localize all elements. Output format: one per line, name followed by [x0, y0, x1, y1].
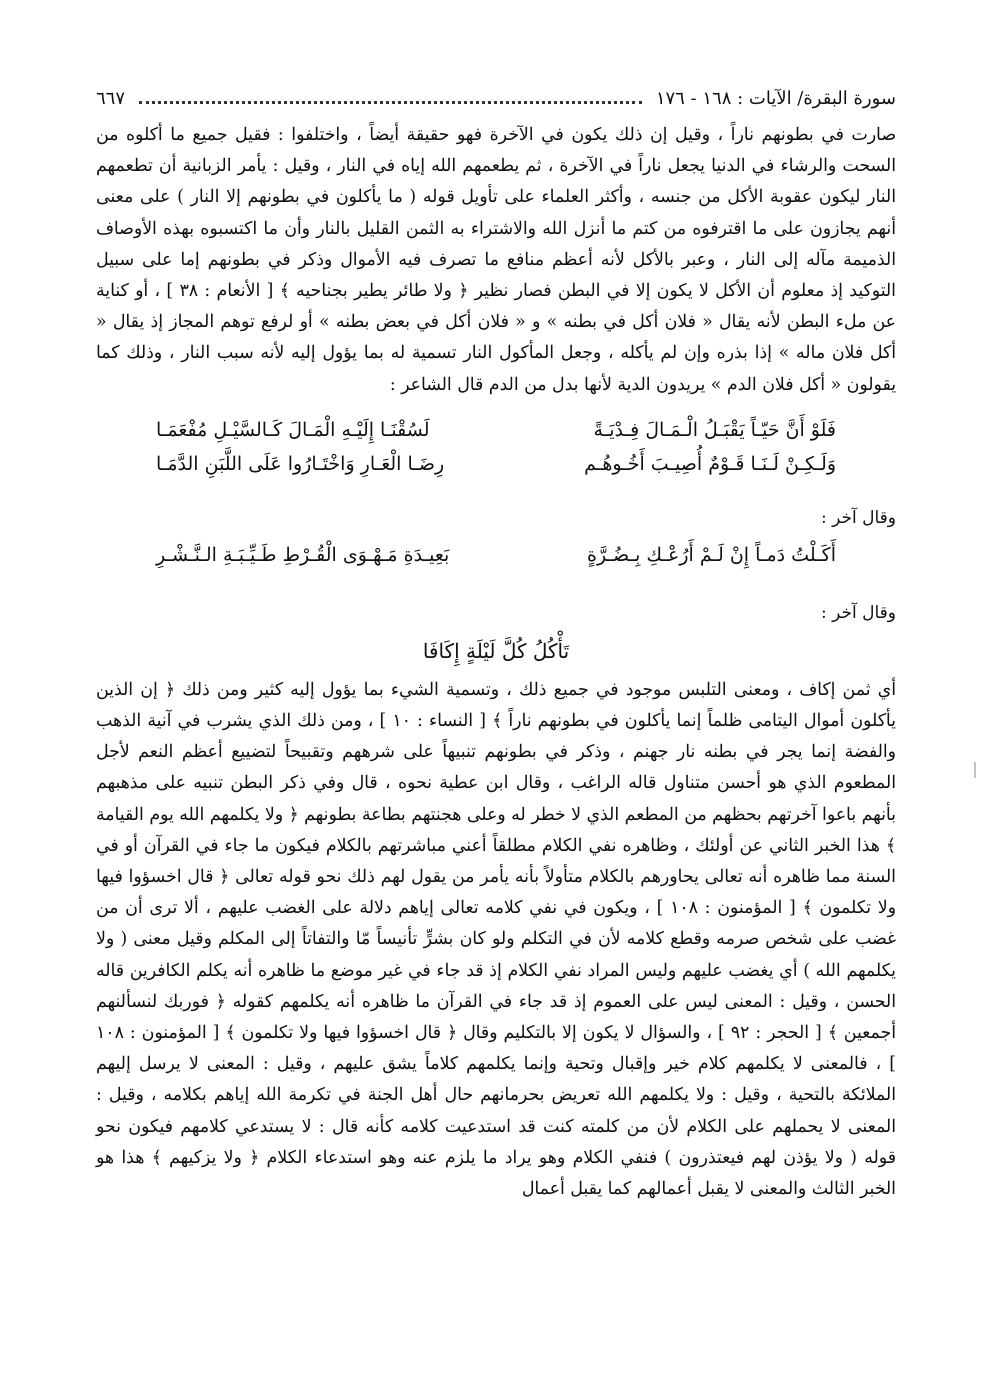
poem-3-line: تَأْكُلُ كُلَّ لَيْلَةٍ إِكَافَا	[422, 638, 570, 663]
label-another-poet-2: وقال آخر :	[820, 602, 896, 623]
poem-2	[96, 538, 896, 572]
hemistich-second: رِضَـا الْعَـارِ وَاخْتَـارُوا عَلَى اللَّبَنِ الدَّمَـا	[156, 452, 445, 475]
page-header	[96, 80, 896, 116]
poem-1	[96, 413, 896, 481]
paragraph-1: صارت في بطونهم ناراً ، وقيل إن ذلك يكون في الآخرة فهو حقيقة أيضاً ، واختلفوا : فقيل جميع ما أكلوه من السحت والرشاء في الدنيا يجعل ناراً في الآخرة ، ثم يطعمهم الله إياه في النار ، وقيل : يأمر الزبانية أن تطعمهم النار ليكون عقوبة الأكل من جنسه ، وأكثر العلماء على تأويل قوله ( ما يأكلون في بطونهم إلا النار ) على معنى أنهم يجازون على ما اقترفوه من كتم ما أنزل الله والاشتراء به الثمن القليل بالنار وأن ما اكتسبوه بهذه الأوصاف الذميمة مآله إلى النار ، وعبر بالأكل لأنه أعظم منافع ما تصرف فيه الأموال وذكر في بطونهم إما على سبيل التوكيد إذ معلوم أن الأكل لا يكون إلا في البطن فصار نظير ﴿ ولا طائر يطير بجناحيه ﴾ [ الأنعام : ٣٨ ] ، أو كناية عن ملء البطن لأنه يقال « فلان أكل في بطنه » و « فلان أكل في بعض بطنه » أو لرفع توهم المجاز إذ يقال « أكل فلان ماله » إذا بذره وإن لم يأكله ، وجعل المأكول النار تسمية له بما يؤول إليه لأنه سبب النار ، وذلك كما يقولون « أكل فلان الدم » يريدون الدية لأنها بدل من الدم قال الشاعر :	[96, 125, 896, 395]
paragraph-2: أي ثمن إكاف ، ومعنى التلبس موجود في جميع ذلك ، وتسمية الشيء بما يؤول إليه كثير ومن ذلك ﴿ إن الذين يأكلون أموال اليتامى ظلماً إنما يأكلون في بطونهم ناراً ﴾ [ النساء : ١٠ ] ، ومن ذلك الذي يشرب في آنية الذهب والفضة إنما يجر في بطنه نار جهنم ، وذكر في بطونهم تنبيهاً على شرههم وتقبيحاً لتضييع أعظم النعم لأجل المطعوم الذي هو أحسن متناول قاله الراغب ، وقال ابن عطية نحوه ، قال وفي ذكر البطن تنبيه على مذهبهم بأنهم باعوا آخرتهم بحظهم من المطعم الذي لا خطر له وعلى هجنتهم بطاعة بطونهم ﴿ ولا يكلمهم الله يوم القيامة ﴾ هذا الخبر الثاني عن أولئك ، وظاهره نفي الكلام مطلقاً أعني مباشرتهم بالكلام فيكون ما جاء في القرآن أو في السنة مما ظاهره أنه تعالى يحاورهم بالكلام متأولاً بأنه يأمر من يقول لهم ذلك نحو قوله تعالى ﴿ قال اخسؤوا فيها ولا تكلمون ﴾ [ المؤمنون : ١٠٨ ] ، ويكون في نفي كلامه تعالى إياهم دلالة على الغضب عليهم ، ألا ترى أن من غضب على شخص صرمه وقطع كلامه لأن في التكلم ولو كان بشرٍّ تأنيساً مّا والتفاتاً إلى المكلم وقيل معنى ( ولا يكلمهم الله ) أي يغضب عليهم وليس المراد نفي الكلام إذ قد جاء في غير موضع ما ظاهره أنه يكلم الكافرين قاله الحسن ، وقيل : المعنى ليس على العموم إذ قد جاء في القرآن ما ظاهره أنه يكلمهم كقوله ﴿ فوربك لنسألنهم أجمعين ﴾ [ الحجر : ٩٢ ] ، والسؤال لا يكون إلا بالتكليم وقال ﴿ قال اخسؤوا فيها ولا تكلمون ﴾ [ المؤمنون : ١٠٨ ] ، فالمعنى لا يكلمهم كلام خير وإقبال وتحية وإنما يكلمهم كلاماً يشق عليهم ، وقيل : المعنى لا يرسل إليهم الملائكة بالتحية ، وقيل : ولا يكلمهم الله تعريض بحرمانهم حال أهل الجنة في تكرمة الله إياهم بكلامه ، وقيل : المعنى لا يحملهم على الكلام لأن من كلمته كنت قد استدعيت كلامه كأنه قال : لا يستدعي كلامهم فيكون نحو قوله ( ولا يؤذن لهم فيعتذرون ) فنفي الكلام وهو يراد ما يلزم عنه وهو استدعاء الكلام ﴿ ولا يزكيهم ﴾ هذا هو الخبر الثالث والمعنى لا يقبل أعمالهم كما يقبل أعمال	[96, 679, 897, 1200]
book-page	[96, 80, 896, 1350]
poem-1-line-2	[96, 447, 896, 481]
margin-mark	[974, 762, 982, 778]
hemistich-first: وَلَـكِـنْ لَـنَـا قَـوْمٌ أُصِيـبَ أَخُـوهُـم	[584, 452, 836, 475]
hemistich-first: فَلَوْ أَنَّ حَيّـاً يَقْبَـلُ الْـمَـالَ فِـدْيَـةً	[593, 418, 836, 441]
hemistich-second: بَعِيـدَةِ مَـهْـوَى الْقُـرْطِ طَـيِّـبَـةِ الـنَّـشْـرِ	[156, 543, 450, 566]
poem-2-line-1	[96, 538, 896, 572]
dotted-leader	[139, 101, 642, 104]
hemistich-second: لَسُقْنَـا إِلَيْـهِ الْمَـالَ كَـالسَّيْـلِ مُفْعَمَـا	[156, 418, 430, 441]
label-another-poet-1: وقال آخر :	[820, 507, 896, 528]
hemistich-first: أَكَـلْتُ دَمـاً إِنْ لَـمْ أَرُعْـكِ بِـضُـرَّةٍ	[587, 543, 836, 566]
surah-title: سورة البقرة/ الآيات : ١٦٨ - ١٧٦	[655, 87, 896, 109]
poem-1-line-1	[96, 413, 896, 447]
page-number: ٦٦٧	[96, 87, 126, 109]
